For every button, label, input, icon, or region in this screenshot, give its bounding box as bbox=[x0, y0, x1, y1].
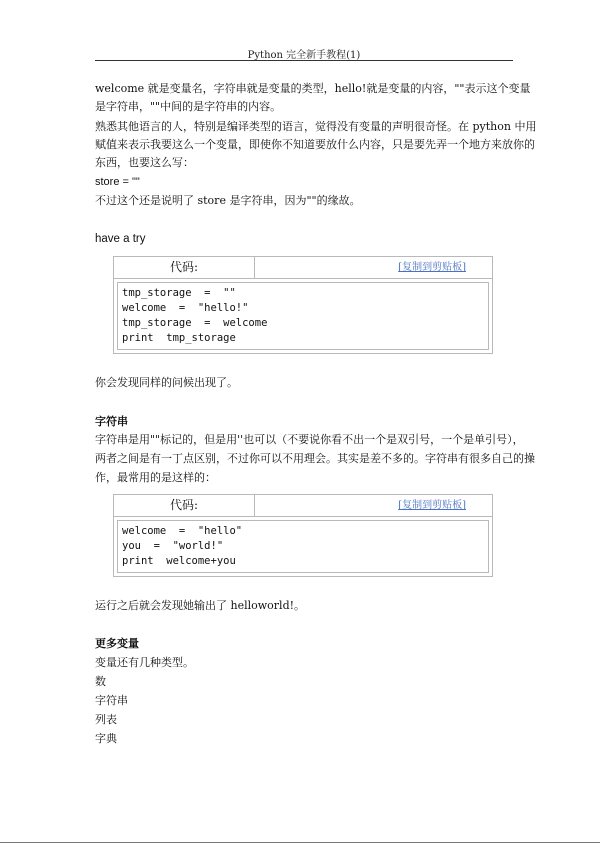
list-item: 字典 bbox=[95, 732, 117, 745]
page-header-title: Python 完全新手教程(1) bbox=[247, 50, 361, 61]
paragraph-line: 运行之后就会发现她输出了 helloworld!。 bbox=[95, 599, 306, 612]
code-line: print welcome+you bbox=[122, 555, 236, 567]
section-heading-strings: 字符串 bbox=[95, 415, 128, 428]
copy-to-clipboard-link[interactable]: [复制到剪贴板] bbox=[398, 500, 466, 511]
code-body bbox=[117, 282, 489, 350]
code-block-header bbox=[114, 495, 492, 517]
code-line: you = "world!" bbox=[122, 540, 224, 552]
paragraph-line: welcome 就是变量名，字符串就是变量的类型，hello!就是变量的内容，""表示这个变量 bbox=[95, 82, 531, 95]
footer-rule bbox=[0, 842, 600, 843]
code-block bbox=[113, 256, 493, 354]
paragraph-line: 是字符串，""中间的是字符串的内容。 bbox=[95, 100, 282, 113]
paragraph-line: 字符串是用""标记的，但是用''也可以（不要说你看不出一个是双引号，一个是单引号）， bbox=[95, 433, 524, 446]
code-line: tmp_storage = welcome bbox=[122, 317, 268, 329]
code-body bbox=[117, 520, 489, 573]
code-label: 代码: bbox=[114, 257, 255, 278]
list-item: 字符串 bbox=[95, 694, 128, 707]
code-block bbox=[113, 494, 493, 577]
paragraph-code-inline: store = "" bbox=[95, 176, 140, 188]
paragraph-line: 熟悉其他语言的人，特别是编译类型的语言，觉得没有变量的声明很奇怪。在 python 中用 bbox=[95, 120, 537, 133]
code-block-header bbox=[114, 257, 492, 279]
section-heading-try: have a try bbox=[95, 233, 146, 245]
copy-to-clipboard-link[interactable]: [复制到剪贴板] bbox=[398, 262, 466, 273]
list-item: 列表 bbox=[95, 713, 117, 726]
section-heading-more-variables: 更多变量 bbox=[95, 637, 139, 650]
code-line: welcome = "hello!" bbox=[122, 302, 249, 314]
code-line: print tmp_storage bbox=[122, 332, 236, 344]
paragraph-line: 东西，也要这么写： bbox=[95, 156, 194, 169]
header-rule bbox=[95, 60, 513, 61]
code-line: tmp_storage = "" bbox=[122, 287, 236, 299]
paragraph-line: 你会发现同样的问候出现了。 bbox=[95, 376, 238, 389]
paragraph-line: 两者之间是有一丁点区别，不过你可以不用理会。其实是差不多的。字符串有很多自己的操 bbox=[95, 452, 535, 465]
paragraph-line: 赋值来表示我要这么一个变量，即使你不知道要放什么内容，只是要先弄一个地方来放你的 bbox=[95, 138, 535, 151]
list-item: 数 bbox=[95, 675, 106, 688]
paragraph-line: 变量还有几种类型。 bbox=[95, 656, 194, 669]
code-line: welcome = "hello" bbox=[122, 525, 243, 537]
paragraph-line: 作，最常用的是这样的： bbox=[95, 471, 216, 484]
paragraph-line: 不过这个还是说明了 store 是字符串，因为""的缘故。 bbox=[95, 194, 361, 207]
code-label: 代码: bbox=[114, 495, 255, 516]
